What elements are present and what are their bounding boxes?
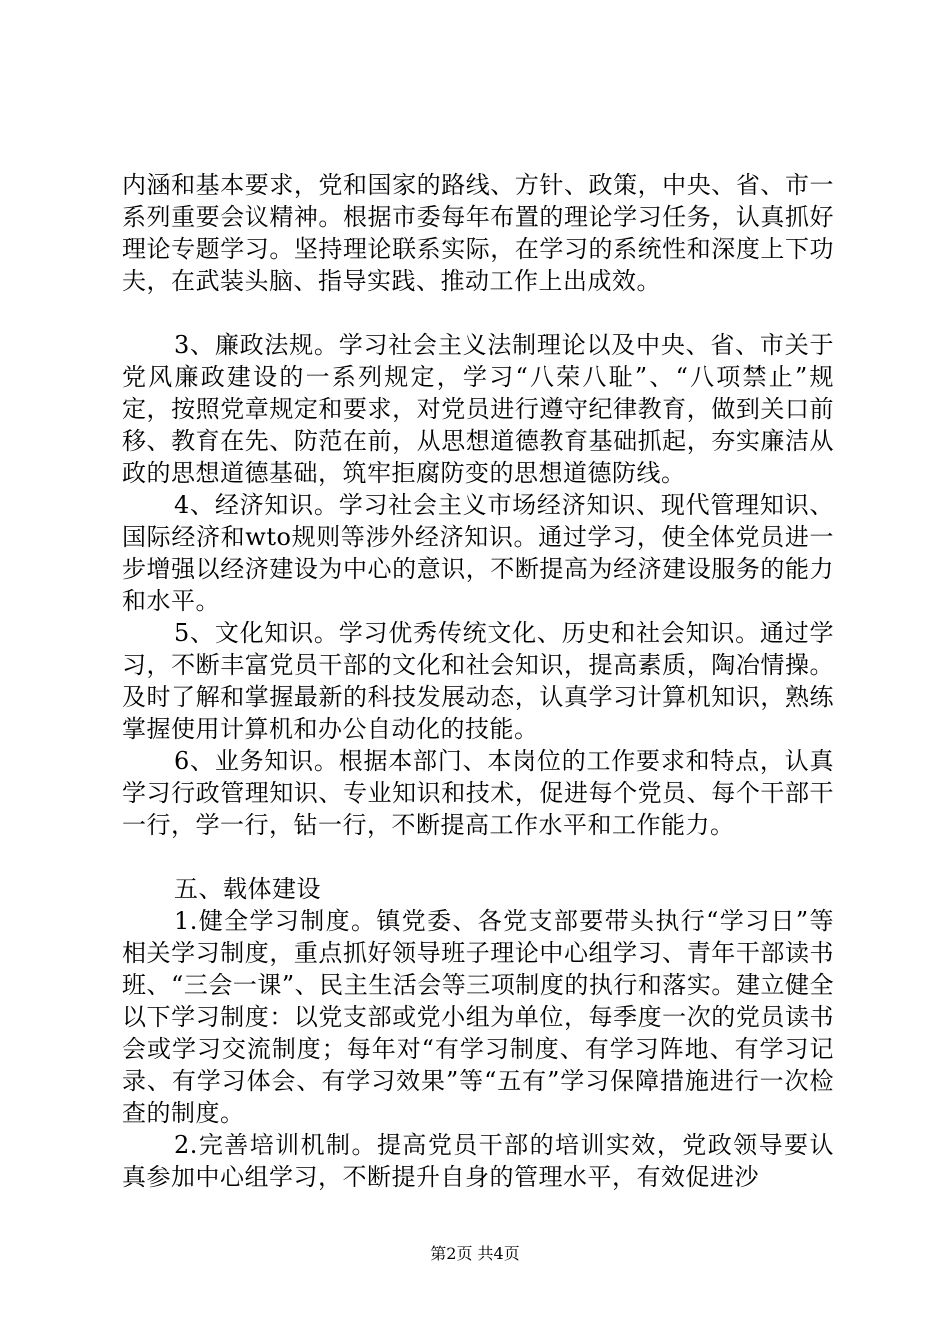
page-footer: 第2页 共4页 bbox=[430, 1244, 520, 1263]
paragraph-economics: 4、经济知识。学习社会主义市场经济知识、现代管理知识、国际经济和wto规则等涉外经济知识。通过学习，使全体党员进一步增强以经济建设为中心的意识，不断提高为经济建设服务的能力和水平。 bbox=[122, 491, 834, 615]
document-body bbox=[122, 169, 834, 1193]
paragraph-culture: 5、文化知识。学习优秀传统文化、历史和社会知识。通过学习，不断丰富党员干部的文化和社会知识，提高素质，陶冶情操。及时了解和掌握最新的科技发展动态，认真学习计算机知识，熟练掌握使用计算机和办公自动化的技能。 bbox=[122, 619, 834, 743]
paragraph-gap bbox=[122, 841, 834, 873]
paragraph-gap bbox=[122, 297, 834, 329]
paragraph-anti-corruption: 3、廉政法规。学习社会主义法制理论以及中央、省、市关于党风廉政建设的一系列规定，学习“八荣八耻”、“八项禁止”规定，按照党章规定和要求，对党员进行遵守纪律教育，做到关口前移、教育在先、防范在前，从思想道德教育基础抓起，夯实廉洁从政的思想道德基础，筑牢拒腐防变的思想道德防线。 bbox=[122, 331, 834, 487]
paragraph-training: 2.完善培训机制。提高党员干部的培训实效，党政领导要认真参加中心组学习，不断提升自身的管理水平，有效促进沙 bbox=[122, 1131, 834, 1191]
paragraph-continuation: 内涵和基本要求，党和国家的路线、方针、政策，中央、省、市一系列重要会议精神。根据市委每年布置的理论学习任务，认真抓好理论专题学习。坚持理论联系实际，在学习的系统性和深度上下功夫，在武装头脑、指导实践、推动工作上出成效。 bbox=[122, 171, 834, 295]
paragraph-study-system: 1.健全学习制度。镇党委、各党支部要带头执行“学习日”等相关学习制度，重点抓好领导班子理论中心组学习、青年干部读书班、“三会一课”、民主生活会等三项制度的执行和落实。建立健全以下学习制度：以党支部或党小组为单位，每季度一次的党员读书会或学习交流制度；每年对“有学习制度、有学习阵地、有学习记录、有学习体会、有学习效果”等“五有”学习保障措施进行一次检查的制度。 bbox=[122, 907, 834, 1127]
section-heading: 五、载体建设 bbox=[174, 875, 321, 903]
paragraph-business: 6、业务知识。根据本部门、本岗位的工作要求和特点，认真学习行政管理知识、专业知识和技术，促进每个党员、每个干部干一行，学一行，钻一行，不断提高工作水平和工作能力。 bbox=[122, 747, 834, 839]
